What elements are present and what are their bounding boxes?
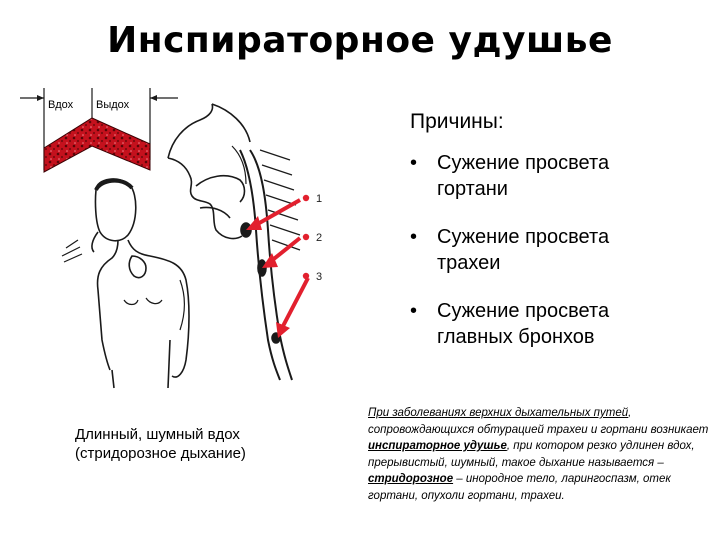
noisy-breath-lines <box>62 240 82 262</box>
tongue <box>200 207 230 218</box>
patient-side <box>180 280 185 330</box>
bullet-icon: • <box>410 226 418 248</box>
arrow-3-line <box>282 278 308 328</box>
marker-1-label: 1 <box>316 193 323 205</box>
figure-caption <box>75 425 335 463</box>
note-text: , при котором резко удлинен вдох, прерывистый, шумный, такое дыхание называется – <box>368 440 695 469</box>
cause-item <box>410 150 710 202</box>
breath-phase-diagram <box>20 88 178 172</box>
patient-figure <box>62 179 189 388</box>
causes-heading: Причины: <box>410 110 504 133</box>
bullet-icon: • <box>410 152 418 174</box>
patient-right-shoulder <box>128 240 189 377</box>
bullet-icon: • <box>410 300 418 322</box>
cause-line: Сужение просвета <box>437 152 610 174</box>
marker-2-label: 2 <box>316 232 323 244</box>
explanatory-note <box>368 405 713 504</box>
note-term-stridor: стридорозное <box>368 473 454 485</box>
cause-item <box>410 298 710 350</box>
cause-line: Сужение просвета <box>437 226 610 248</box>
exhale-label: Выдох <box>96 99 130 111</box>
cause-line: трахеи <box>437 252 501 274</box>
marker-3-label: 3 <box>316 271 323 283</box>
patient-torso <box>112 340 170 388</box>
note-underlined-phrase: При заболеваниях верхних дыхательных путей <box>368 407 629 419</box>
note-term-inspiratory: инспираторное удушье <box>368 440 507 452</box>
caption-line-1: Длинный, шумный вдох <box>75 426 240 443</box>
patient-chin <box>92 232 98 252</box>
marker-1-dot <box>303 195 309 201</box>
cause-line: главных бронхов <box>437 326 595 348</box>
cause-line: Сужение просвета <box>437 300 610 322</box>
patient-hair <box>96 181 132 190</box>
cause-line: гортани <box>437 178 508 200</box>
marker-3-dot <box>303 273 309 279</box>
note-text: , сопровождающихся обтурацией трахеи и гортани возникает <box>368 407 709 436</box>
arrow-2-line <box>270 238 300 262</box>
patient-left-arm <box>98 240 118 370</box>
breath-wave-band <box>44 118 150 172</box>
inhale-arrow-icon <box>37 95 44 101</box>
skull-contour <box>212 104 250 142</box>
patient-hand <box>129 256 146 278</box>
slide-title: Инспираторное удушье <box>107 20 613 61</box>
causes-list <box>410 150 710 372</box>
note-text: – инородное тело, ларингоспазм, отек гортани, опухоли гортани, трахеи. <box>368 473 671 502</box>
arrow-1-line <box>254 200 300 226</box>
face-profile <box>168 158 242 238</box>
inhale-label: Вдох <box>48 99 74 111</box>
cause-item <box>410 224 710 276</box>
soft-palate <box>232 146 246 184</box>
caption-line-2: (стридорозное дыхание) <box>75 445 246 462</box>
marker-2-dot <box>303 234 309 240</box>
skull-base <box>168 104 213 158</box>
exhale-arrow-icon <box>150 95 157 101</box>
patient-chest <box>124 298 162 305</box>
nasopharynx <box>196 176 245 202</box>
